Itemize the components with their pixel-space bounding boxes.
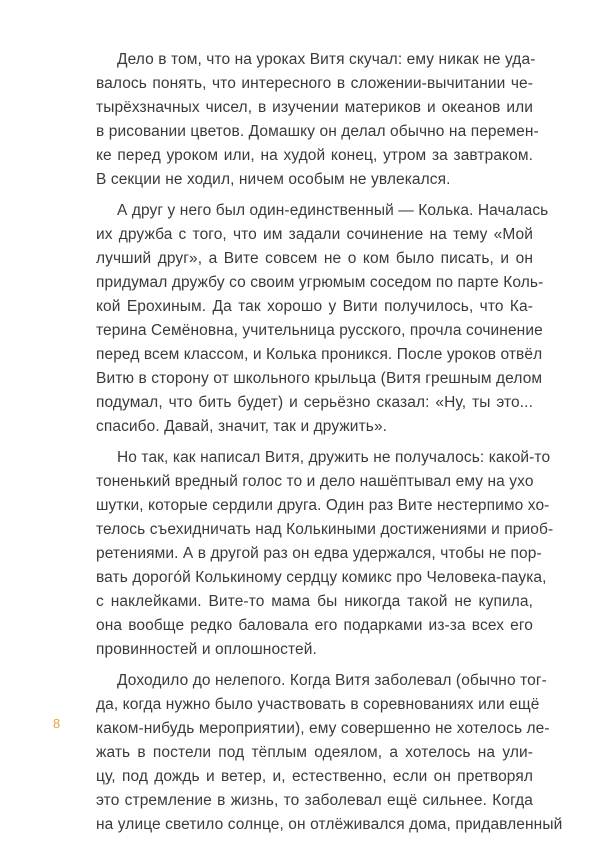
text-line: ке перед уроком или, на худой конец, утром за завтраком. bbox=[96, 147, 533, 164]
text-line: вать дорогóй Колькиному сердцу комикс про Человека-паука, bbox=[96, 569, 547, 586]
text-line: телось съехидничать над Колькиными достижениями и приоб- bbox=[96, 521, 554, 538]
text-line: тырёхзначных чисел, в изучении материков и океанов или bbox=[96, 99, 533, 116]
text-line: каком-нибудь мероприятии), ему совершенно не хотелось ле- bbox=[96, 720, 550, 737]
text-line: это стремление в жизнь, то заболевал ещё сильнее. Когда bbox=[96, 792, 533, 809]
text-line: провинностей и оплошностей. bbox=[96, 641, 317, 658]
text-line: она вообще редко баловала его подарками из-за всех его bbox=[96, 617, 533, 634]
text-line: да, когда нужно было участвовать в соревнованиях или ещё bbox=[96, 696, 540, 713]
text-line: перед всем классом, и Колька проникся. После уроков отвёл bbox=[96, 346, 543, 363]
text-line: цу, под дождь и ветер, и, естественно, если он претворял bbox=[96, 768, 533, 785]
text-line: Доходило до нелепого. Когда Витя заболевал (обычно тог- bbox=[117, 672, 547, 689]
text-line: кой Ерохиным. Да так хорошо у Вити получилось, что Ка- bbox=[96, 298, 533, 315]
text-line: тоненький вредный голос то и дело нашёптывал ему на ухо bbox=[96, 473, 534, 490]
text-line: жать в постели под тёплым одеялом, а хотелось на ули- bbox=[96, 744, 533, 761]
book-page-text bbox=[96, 48, 563, 844]
text-line: валось понять, что интересного в сложении-вычитании че- bbox=[96, 75, 533, 92]
page-number: 8 bbox=[53, 716, 61, 731]
text-line: с наклейками. Вите-то мама бы никогда такой не купила, bbox=[96, 593, 533, 610]
paragraph-2 bbox=[96, 199, 549, 439]
text-line: Дело в том, что на уроках Витя скучал: ему никак не уда- bbox=[117, 51, 536, 68]
text-line: придумал дружбу со своим угрюмым соседом по парте Коль- bbox=[96, 274, 544, 291]
text-line: ретениями. А в другой раз он едва удержался, чтобы не пор- bbox=[96, 545, 542, 562]
text-line: терина Семёновна, учительница русского, прочла сочинение bbox=[96, 322, 543, 339]
text-line: подумал, что бить будет) и серьёзно сказал: «Ну, ты это... bbox=[96, 394, 533, 411]
paragraph-4 bbox=[96, 669, 563, 837]
text-line: В секции не ходил, ничем особым не увлекался. bbox=[96, 171, 451, 188]
text-line: Витю в сторону от школьного крыльца (Витя грешным делом bbox=[96, 370, 543, 387]
text-line: в рисовании цветов. Домашку он делал обычно на перемен- bbox=[96, 123, 539, 140]
text-line: А друг у него был один-единственный — Колька. Началась bbox=[117, 202, 549, 219]
paragraph-3 bbox=[96, 446, 554, 662]
text-line: лучший друг», а Вите совсем не о ком было писать, и он bbox=[96, 250, 533, 267]
text-line: на улице светило солнце, он отлёживался дома, придавленный bbox=[96, 816, 563, 833]
text-line: шутки, которые сердили друга. Один раз Вите нестерпимо хо- bbox=[96, 497, 550, 514]
paragraph-1 bbox=[96, 48, 539, 192]
text-line: их дружба с того, что им задали сочинение на тему «Мой bbox=[96, 226, 533, 243]
text-line: Но так, как написал Витя, дружить не получалось: какой-то bbox=[117, 449, 551, 466]
text-line: спасибо. Давай, значит, так и дружить». bbox=[96, 418, 388, 435]
